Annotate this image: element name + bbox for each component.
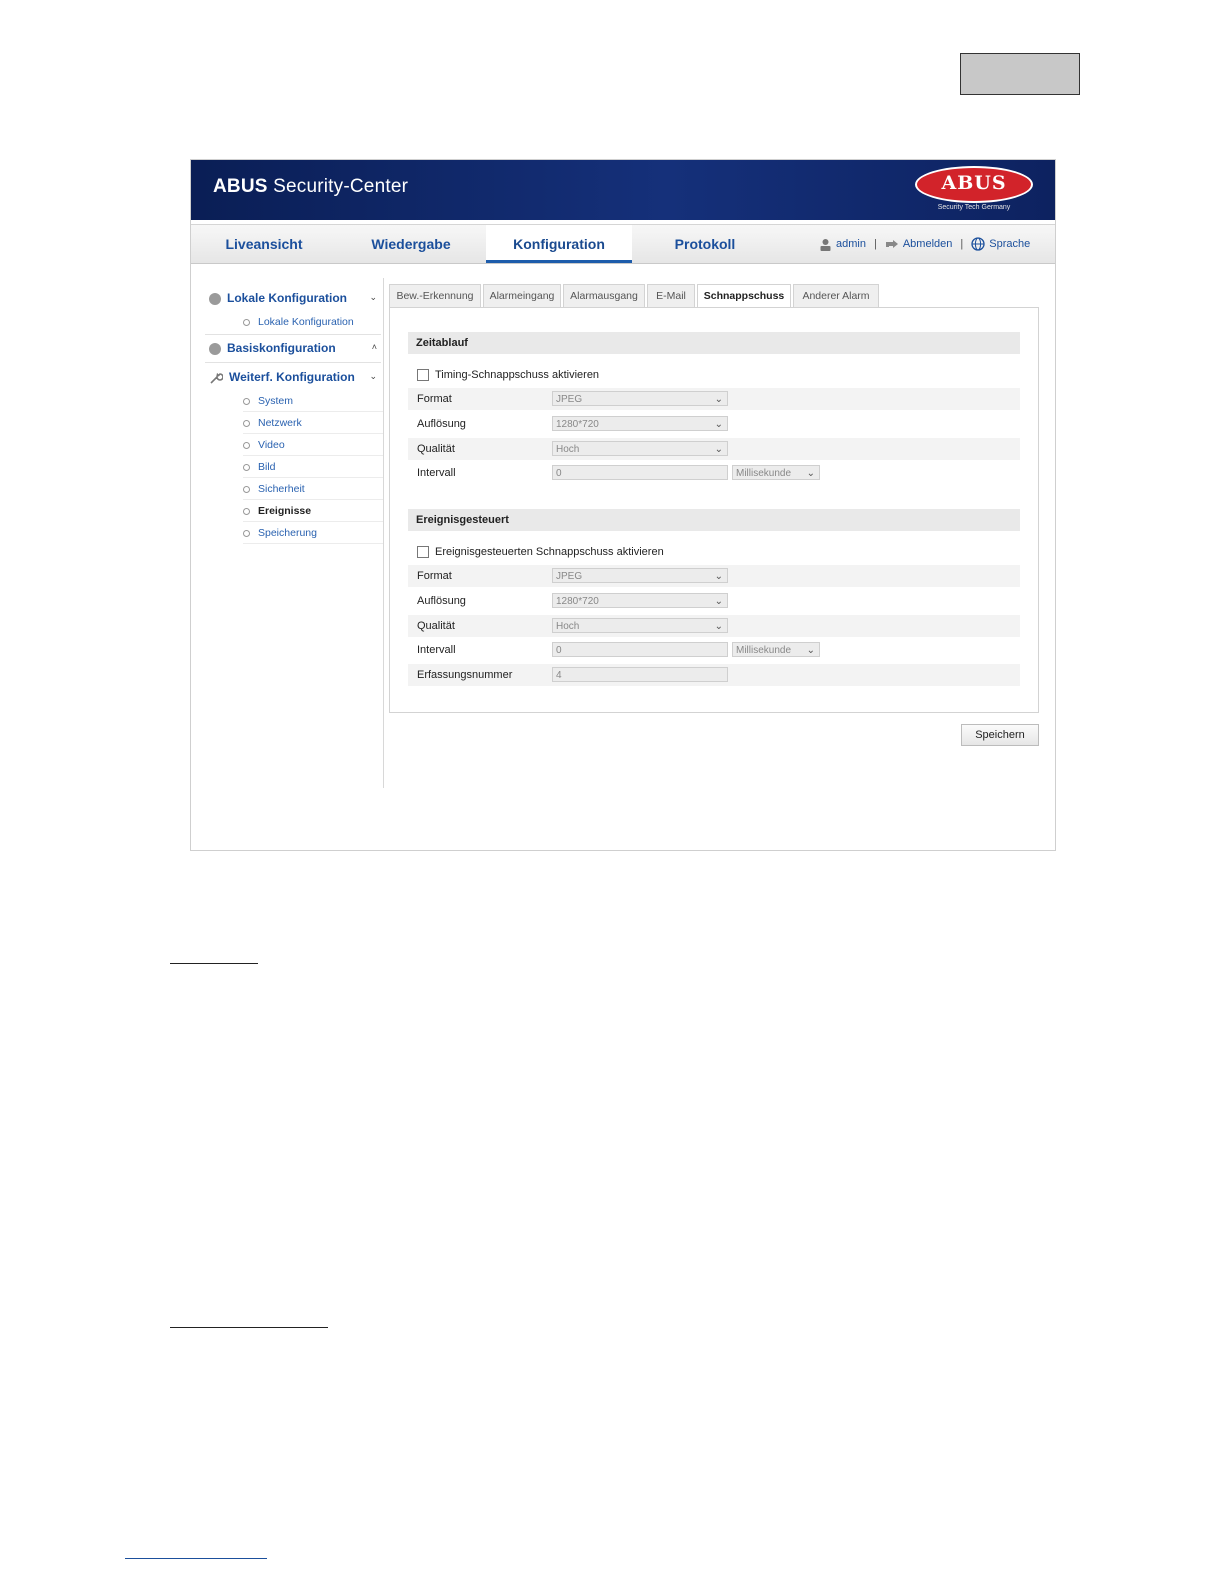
divider [205,362,381,363]
section-header-timing: Zeitablauf [408,332,1020,354]
chevron-down-icon: ⌄ [806,645,815,656]
chevron-down-icon: ⌄ [714,596,723,607]
wrench-icon [209,371,223,385]
event-quality-label: Qualität [417,620,455,632]
section-header-event: Ereignisgesteuert [408,509,1020,531]
sidebar-item-speicherung[interactable]: Speicherung [243,523,383,544]
bullet-icon [243,508,250,515]
tab-protokoll[interactable]: Protokoll [674,236,736,252]
event-capture-count-row [408,664,1020,686]
heading-underline [170,963,258,964]
web-ui-screenshot [190,159,1056,851]
globe-config-icon [209,343,221,355]
event-capture-count-input[interactable]: 4 [552,667,728,682]
logo-tagline: Security Tech Germany [937,204,1011,211]
timing-resolution-row [408,413,1020,435]
timing-format-select[interactable]: JPEG ⌄ [552,391,728,406]
event-enable-checkbox[interactable] [417,546,429,558]
language-link[interactable]: Sprache [989,238,1031,251]
app-title: ABUS Security-Center [213,176,409,197]
event-interval-row [408,639,1020,661]
tab-wiedergabe[interactable]: Wiedergabe [371,236,451,252]
event-interval-input[interactable]: 0 [552,642,728,657]
sidebar-basic-config[interactable]: Basiskonfiguration [209,338,336,358]
bullet-icon [243,442,250,449]
event-enable-row[interactable] [417,543,664,561]
chevron-up-icon[interactable]: ˄ [371,342,377,352]
user-icon [819,238,832,251]
page-number-box [960,53,1080,95]
logo-wordmark: ABUS [941,172,1007,194]
event-quality-select[interactable]: Hoch ⌄ [552,618,728,633]
event-interval-unit-select[interactable]: Millisekunde ⌄ [732,642,820,657]
timing-enable-row[interactable] [417,366,599,384]
timing-quality-row [408,438,1020,460]
camera-config-icon [209,293,221,305]
bullet-icon [243,420,250,427]
snapshot-settings-panel [389,307,1039,713]
chevron-down-icon: ⌄ [806,468,815,479]
tab-konfiguration[interactable]: Konfiguration [486,225,632,263]
sidebar-advanced-config[interactable]: Weiterf. Konfiguration [209,367,355,387]
timing-resolution-select[interactable]: 1280*720 ⌄ [552,416,728,431]
separator: | [873,238,877,251]
subtab-alarm-output[interactable]: Alarmausgang [563,284,645,308]
event-format-row [408,565,1020,587]
event-quality-row [408,615,1020,637]
timing-enable-label: Timing-Schnappschuss aktivieren [435,369,600,381]
save-button[interactable]: Speichern [961,724,1039,746]
sidebar-item-netzwerk[interactable]: Netzwerk [243,413,383,434]
main-navigation [191,224,1055,264]
event-subtabs [389,284,1039,308]
subtab-email[interactable]: E-Mail [647,284,695,308]
timing-interval-unit-select[interactable]: Millisekunde ⌄ [732,465,820,480]
header-banner [191,160,1055,220]
chevron-down-icon: ⌄ [714,621,723,632]
subtab-snapshot[interactable]: Schnappschuss [697,284,791,309]
event-format-select[interactable]: JPEG ⌄ [552,568,728,583]
chevron-down-icon[interactable]: ⌄ [369,371,377,381]
event-resolution-select[interactable]: 1280*720 ⌄ [552,593,728,608]
sidebar-item-system[interactable]: System [243,391,383,412]
event-capture-count-label: Erfassungsnummer [417,669,513,681]
event-resolution-row [408,590,1020,612]
timing-interval-input[interactable]: 0 [552,465,728,480]
subtab-motion-detection[interactable]: Bew.-Erkennung [389,284,481,308]
sidebar-item-video[interactable]: Video [243,435,383,456]
subtab-other-alarm[interactable]: Anderer Alarm [793,284,879,308]
timing-interval-label: Intervall [417,467,456,479]
chevron-down-icon: ⌄ [714,571,723,582]
user-name[interactable]: admin [836,238,866,251]
event-resolution-label: Auflösung [417,595,466,607]
chevron-down-icon: ⌄ [714,444,723,455]
event-format-label: Format [417,570,452,582]
logout-link[interactable]: Abmelden [902,238,953,251]
subtab-alarm-input[interactable]: Alarmeingang [483,284,561,308]
timing-enable-checkbox[interactable] [417,369,429,381]
sidebar-item-ereignisse[interactable]: Ereignisse [243,501,383,522]
sidebar-local-config[interactable]: Lokale Konfiguration [209,288,347,308]
sidebar-item-local-config[interactable]: Lokale Konfiguration [243,312,383,332]
heading-underline [170,1327,328,1328]
globe-icon [971,237,985,251]
divider [205,334,381,335]
bullet-icon [243,464,250,471]
timing-format-label: Format [417,393,452,405]
bullet-icon [243,486,250,493]
bullet-icon [243,319,250,326]
event-interval-label: Intervall [417,644,456,656]
abus-logo [915,166,1033,214]
tab-liveansicht[interactable]: Liveansicht [225,236,303,252]
separator: | [960,238,964,251]
event-enable-label: Ereignisgesteuerten Schnappschuss aktivieren [435,546,664,558]
timing-quality-label: Qualität [417,443,455,455]
sidebar-item-sicherheit[interactable]: Sicherheit [243,479,383,500]
bullet-icon [243,398,250,405]
timing-resolution-label: Auflösung [417,418,466,430]
user-area [819,225,1030,263]
timing-format-row [408,388,1020,410]
logout-icon [885,239,899,249]
sidebar-item-bild[interactable]: Bild [243,457,383,478]
chevron-down-icon: ⌄ [714,394,723,405]
bullet-icon [243,530,250,537]
sidebar [205,278,384,788]
link-underline [125,1558,267,1559]
timing-quality-select[interactable]: Hoch ⌄ [552,441,728,456]
chevron-down-icon: ⌄ [714,419,723,430]
timing-interval-row [408,462,1020,484]
chevron-down-icon[interactable]: ⌄ [369,292,377,302]
